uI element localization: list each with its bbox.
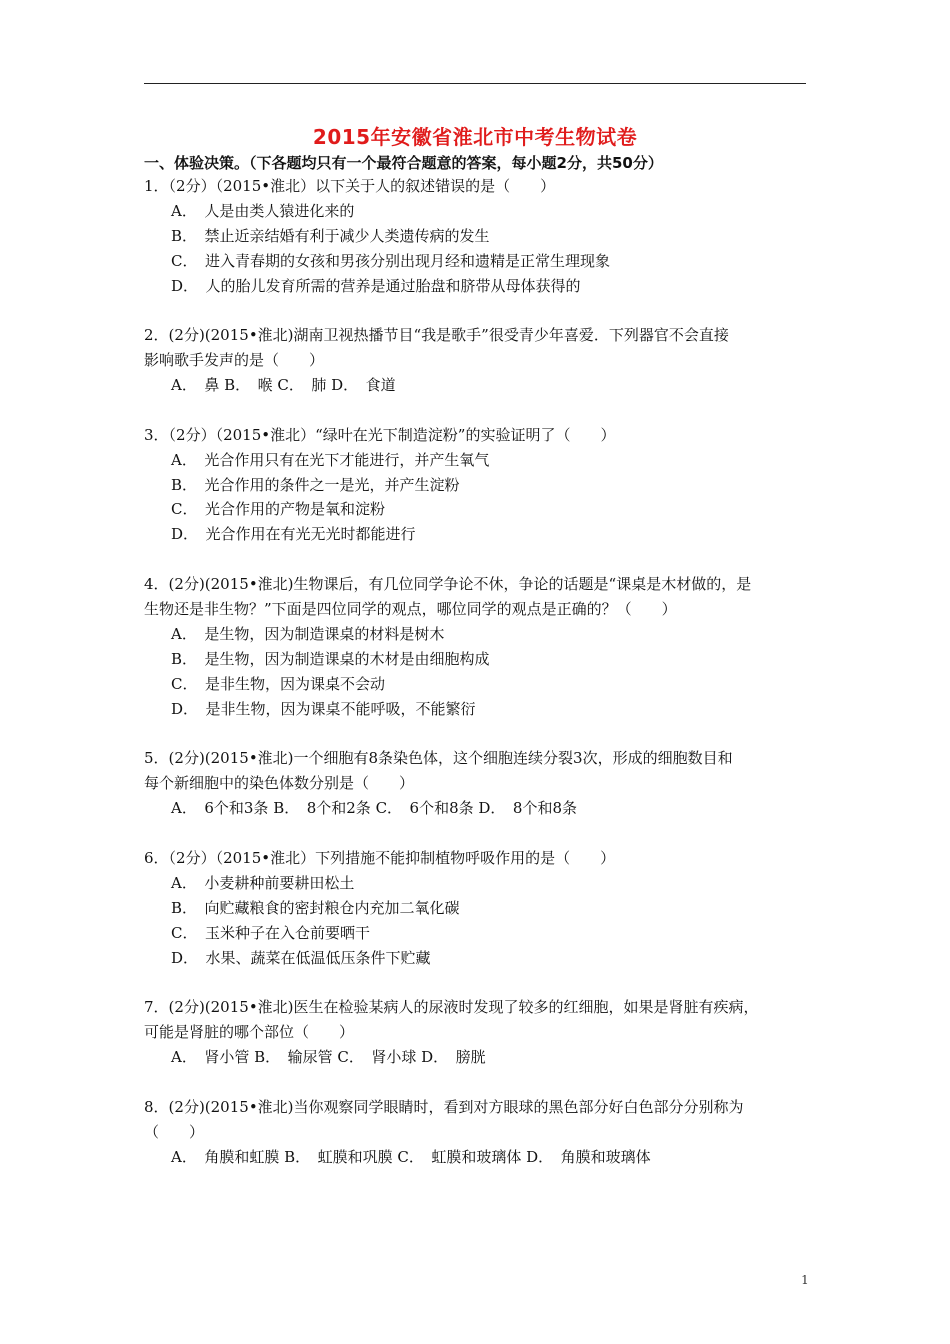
question-1-option-b: B． 禁止近亲结婚有利于减少人类遗传病的发生 — [171, 227, 490, 245]
question-6-option-a: A． 小麦耕种前要耕田松土 — [171, 874, 355, 892]
question-3-option-c: C． 光合作用的产物是氧和淀粉 — [171, 500, 385, 518]
document-title: 2015年安徽省淮北市中考生物试卷 — [312, 125, 638, 149]
question-4-stem-line-1: 4．(2分)(2015•淮北)生物课后，有几位同学争论不休，争论的话题是“课桌是木材做的，是 — [144, 575, 752, 593]
question-5-stem-line-2: 每个新细胞中的染色体数分别是（ ） — [144, 774, 415, 792]
question-5-options: A． 6个和3条 B． 8个和2条 C． 6个和8条 D． 8个和8条 — [171, 799, 578, 817]
question-3-option-a: A． 光合作用只有在光下才能进行，并产生氧气 — [171, 451, 490, 469]
question-4-option-a: A． 是生物，因为制造课桌的材料是树木 — [171, 625, 445, 643]
question-6-option-d: D． 水果、蔬菜在低温低压条件下贮藏 — [171, 949, 431, 967]
question-3-option-d: D． 光合作用在有光无光时都能进行 — [171, 525, 416, 543]
question-1-option-d: D． 人的胎儿发育所需的营养是通过胎盘和脐带从母体获得的 — [171, 277, 581, 295]
section-heading: 一、体验决策。（下各题均只有一个最符合题意的答案，每小题2分，共50分） — [144, 154, 663, 172]
question-8-stem-line-1: 8．(2分)(2015•淮北)当你观察同学眼睛时，看到对方眼球的黑色部分好白色部分分别称为 — [144, 1098, 744, 1116]
question-1-option-c: C． 进入青春期的女孩和男孩分别出现月经和遗精是正常生理现象 — [171, 252, 610, 270]
question-5-stem-line-1: 5．(2分)(2015•淮北)一个细胞有8条染色体，这个细胞连续分裂3次，形成的细胞数目和 — [144, 749, 733, 767]
question-8-stem-line-2: （ ） — [144, 1123, 205, 1141]
question-2-stem-line-1: 2．(2分)(2015•淮北)湖南卫视热播节目“我是歌手”很受青少年喜爱．下列器官不会直接 — [144, 326, 729, 344]
question-3-option-b: B． 光合作用的条件之一是光，并产生淀粉 — [171, 476, 460, 494]
question-6-option-b: B． 向贮藏粮食的密封粮仓内充加二氧化碳 — [171, 899, 460, 917]
question-1-stem: 1．（2分）（2015•淮北）以下关于人的叙述错误的是（ ） — [144, 177, 556, 195]
question-1-option-a: A． 人是由类人猿进化来的 — [171, 202, 355, 220]
question-3-stem: 3．（2分）（2015•淮北）“绿叶在光下制造淀粉”的实验证明了（ ） — [144, 426, 616, 444]
header-rule — [144, 83, 806, 84]
question-7-stem-line-1: 7．(2分)(2015•淮北)医生在检验某病人的尿液时发现了较多的红细胞，如果是肾脏有疾病， — [144, 998, 759, 1016]
question-8-options: A． 角膜和虹膜 B． 虹膜和巩膜 C． 虹膜和玻璃体 D． 角膜和玻璃体 — [171, 1148, 651, 1166]
page-number: 1 — [801, 1273, 809, 1287]
question-6-option-c: C． 玉米种子在入仓前要晒干 — [171, 924, 370, 942]
question-2-options: A． 鼻 B． 喉 C． 肺 D． 食道 — [171, 376, 396, 394]
question-7-stem-line-2: 可能是肾脏的哪个部位（ ） — [144, 1023, 355, 1041]
question-2-stem-line-2: 影响歌手发声的是（ ） — [144, 351, 325, 369]
question-6-stem: 6．（2分）（2015•淮北）下列措施不能抑制植物呼吸作用的是（ ） — [144, 849, 616, 867]
question-4-stem-line-2: 生物还是非生物？”下面是四位同学的观点，哪位同学的观点是正确的？（ ） — [144, 600, 677, 618]
question-4-option-d: D． 是非生物，因为课桌不能呼吸，不能繁衍 — [171, 700, 476, 718]
question-4-option-c: C． 是非生物，因为课桌不会动 — [171, 675, 385, 693]
question-7-options: A． 肾小管 B． 输尿管 C． 肾小球 D． 膀胱 — [171, 1048, 486, 1066]
question-4-option-b: B． 是生物，因为制造课桌的木材是由细胞构成 — [171, 650, 490, 668]
